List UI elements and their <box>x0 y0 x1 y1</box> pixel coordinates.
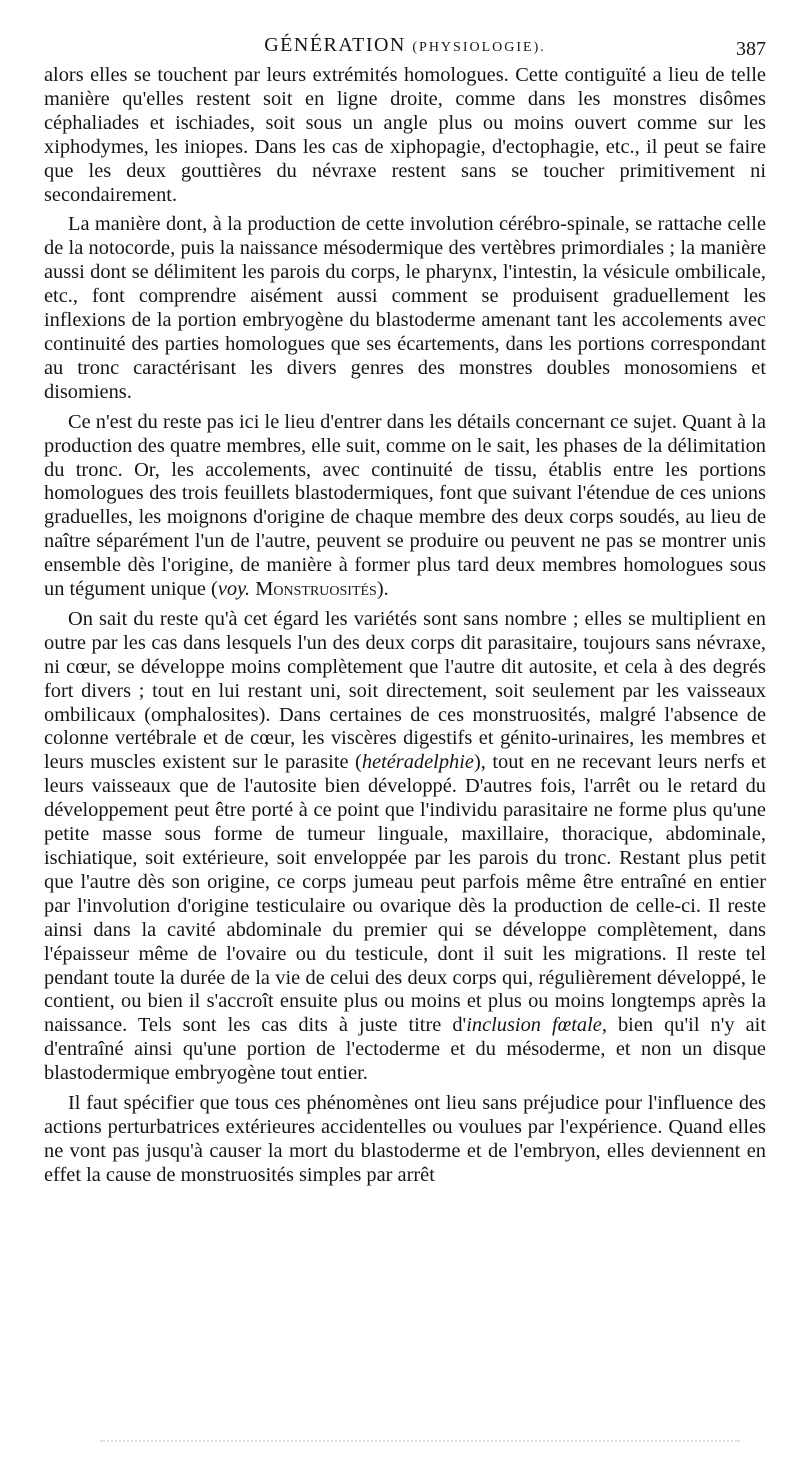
text-run: inclusion fœtale <box>466 1014 602 1037</box>
running-head-subtitle: (PHYSIOLOGIE). <box>412 40 546 55</box>
text-run: alors elles se touchent par leurs extrémités homologues. Cette contiguïté a lieu de telle manière qu'elles restent soit en ligne droite, comme dans les monstres disômes céphaliades et ischiades, soit sous un angle plus ou moins ouvert comme sur les xiphodymes, les iniopes. Dans les cas de xiphopagie, d'ectophagie, etc., il peut se faire que les deux gouttières du névraxe restent sans se toucher primitivement ni secondairement. <box>44 64 766 206</box>
text-run: , bien qu'il n'y ait d'entraîné ainsi qu'une portion de l'ectoderme et du mésoderme, et non un disque blastodermique embryogène tout entier. <box>44 1014 767 1085</box>
text-run: Ce n'est du reste pas ici le lieu d'entrer dans les détails concernant ce sujet. Quant à la production des quatre membres, elle suit, comme on le sait, les phases de la délimitation du tronc. Or, les accolements, avec continuité de tissu, établis entre les portions homologues des trois feuillets blastodermiques, font que suivant l'étendue de ces unions graduelles, les moignons d'origine de chaque membre des deux corps soudés, au lieu de naître séparément l'un de l'autre, peuvent se produire ou peuvent ne pas se montrer unis ensemble dès l'origine, de manière à former plus tard deux membres homologues sous un tégument unique ( <box>44 410 766 601</box>
text-run: voy. <box>217 578 251 601</box>
paragraph <box>44 64 766 207</box>
running-head <box>44 34 766 57</box>
text-run: hetéradelphie <box>361 751 474 774</box>
text-run: Il faut spécifier que tous ces phénomènes ont lieu sans préjudice pour l'influence des actions perturbatrices extérieures accidentelles ou voulues par l'expérience. Quand elles ne vont pas jusqu'à causer la mort du blastoderme et de l'embryon, elles deviennent en effet la cause de monstruosités simples par arrêt <box>44 1092 766 1186</box>
running-head-title: GÉNÉRATION <box>264 34 406 56</box>
paragraph <box>44 411 766 602</box>
page-header <box>44 30 766 60</box>
paragraph <box>44 1092 766 1188</box>
paragraph <box>44 608 766 1086</box>
text-run: On sait du reste qu'à cet égard les variétés sont sans nombre ; elles se multiplient en outre par les cas dans lesquels l'un des deux corps dit parasitaire, toujours sans névraxe, ni cœur, se développe moins complètement que l'autre dit autosite, et cela à des degrés fort divers ; tout en lui restant uni, soit directement, soit seulement par les vaisseaux ombilicaux (omphalosites). Dans certaines de ces monstruosités, malgré l'absence de colonne vertébrale et de cœur, les viscères digestifs et génito-urinaires, les membres et leurs muscles existent sur le parasite ( <box>44 607 766 774</box>
page-number: 387 <box>736 38 766 60</box>
text-run: Monstruosités <box>255 578 377 601</box>
text-run: ), tout en ne recevant leurs nerfs et leurs vaisseaux que de l'autosite bien développé. D'autres fois, l'arrêt ou le retard du développement peut être porté à ce point que l'individu parasitaire ne forme plus qu'une petite masse sous forme de tumeur linguale, maxillaire, thoracique, abdominale, ischiatique, soit extérieure, soit enveloppée par les parois du tronc. Restant plus petit que l'autre dès son origine, ce corps jumeau peut parfois même être entraîné en entier par l'involution d'origine testiculaire ou ovarique dès la production de celle-ci. Il reste ainsi dans la cavité abdominale du premier qui se développe complètement, dans l'épaisseur même de l'ovaire ou du testicule, dont il suit les migrations. Il reste tel pendant toute la durée de la vie de celui des deux corps qui, régulièrement développé, le contient, ou bien il s'accroît ensuite plus ou moins et plus ou moins longtemps après la naissance. Tels sont les cas dits à juste titre d' <box>44 751 766 1037</box>
page-bottom-specks <box>100 1440 740 1450</box>
body-text <box>44 64 766 1188</box>
text-run: ). <box>376 578 389 601</box>
text-run: La manière dont, à la production de cette involution cérébro-spinale, se rattache celle de la notocorde, puis la naissance mésodermique des vertèbres primordiales ; la manière aussi dont se délimitent les parois du corps, le pharynx, l'intestin, la vésicule ombilicale, etc., font comprendre aisément aussi comment se produisent graduellement les inflexions de la portion embryogène du blastoderme amenant tant les accolements avec continuité des parties homologues que ses écartements, dans les portions correspondant au tronc caractérisant les divers genres des monstres doubles monosomiens et disomiens. <box>44 213 766 403</box>
paragraph <box>44 213 766 404</box>
